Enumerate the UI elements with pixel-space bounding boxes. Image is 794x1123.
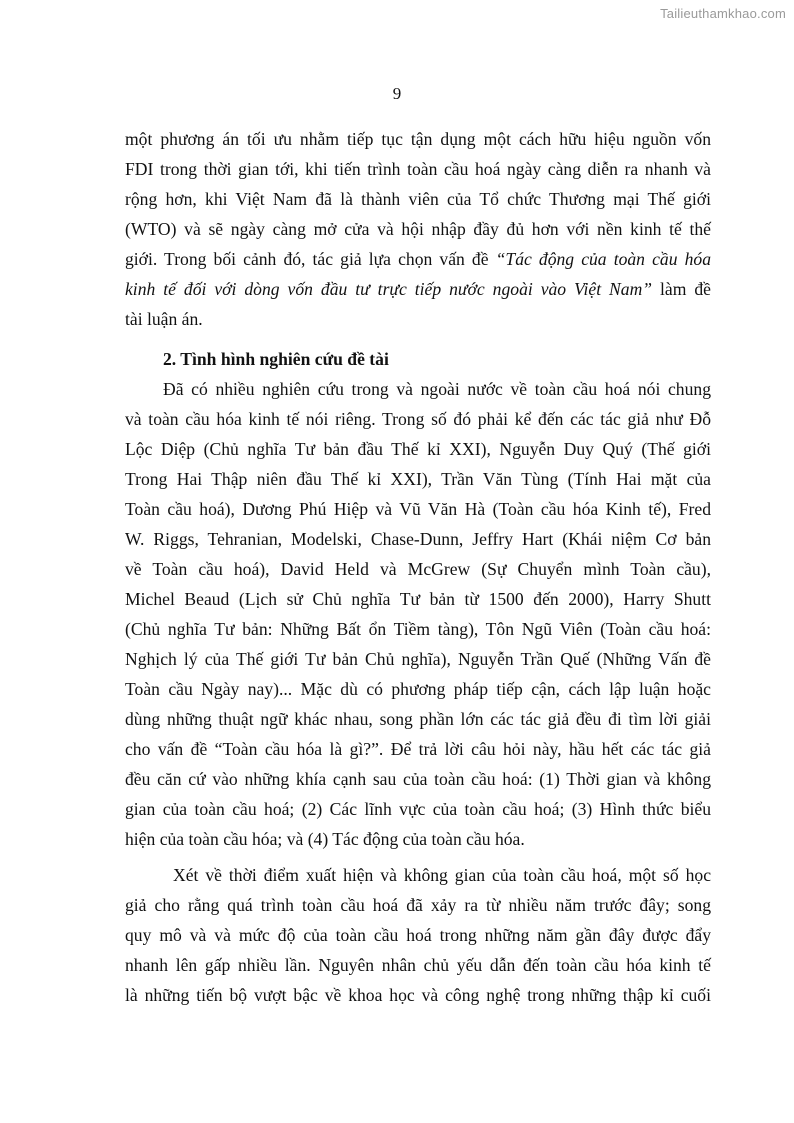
section-heading: 2. Tình hình nghiên cứu đề tài: [163, 349, 389, 369]
text-line: Michel Beaud (Lịch sử Chủ nghĩa Tư bản từ 1500 đến 2000), Harry Shutt: [125, 589, 711, 609]
text-line: Toàn cầu Ngày nay)... Mặc dù có phương pháp tiếp cận, cách lập luận hoặc: [125, 679, 711, 699]
document-body: [125, 124, 711, 1010]
text-line: FDI trong thời gian tới, khi tiến trình toàn cầu hoá ngày càng diễn ra nhanh và: [125, 159, 711, 179]
text-line: nhanh lên gấp nhiều lần. Nguyên nhân chủ yếu dẫn đến toàn cầu hóa kinh tế: [125, 955, 711, 975]
text-line: Đã có nhiều nghiên cứu trong và ngoài nước về toàn cầu hoá nói chung: [163, 379, 711, 399]
text-line: hiện của toàn cầu hóa; và (4) Tác động của toàn cầu hóa.: [125, 829, 525, 849]
text-line: [125, 244, 711, 274]
text-line: quy mô và và mức độ của toàn cầu hoá trong những năm gần đây được đẩy: [125, 925, 711, 945]
text-line: tài luận án.: [125, 309, 203, 329]
text-line: dùng những thuật ngữ khác nhau, song phần lớn các tác giả đều đi tìm lời giải: [125, 709, 711, 729]
page-number: 9: [392, 84, 402, 103]
text-line: Xét về thời điểm xuất hiện và không gian của toàn cầu hoá, một số học: [173, 865, 711, 885]
text-line: Toàn cầu hoá), Dương Phú Hiệp và Vũ Văn Hà (Toàn cầu hóa Kinh tế), Fred: [125, 499, 711, 519]
text-line: rộng hơn, khi Việt Nam đã là thành viên của Tổ chức Thương mại Thế giới: [125, 189, 711, 209]
text-line: và toàn cầu hóa kinh tế nói riêng. Trong số đó phải kể đến các tác giả như Đỗ: [125, 409, 711, 429]
text-line: giả cho rằng quá trình toàn cầu hoá đã xảy ra từ nhiều năm trước đây; song: [125, 895, 711, 915]
text-line: đều căn cứ vào những khía cạnh sau của toàn cầu hoá: (1) Thời gian và không: [125, 769, 711, 789]
watermark: Tailieuthamkhao.com: [660, 6, 786, 21]
paragraph-intro-continuation: [125, 124, 711, 334]
text-line: Nghịch lý của Thế giới Tư bản Chủ nghĩa), Nguyễn Trần Quế (Những Vấn đề: [125, 649, 711, 669]
thesis-title-italic: kinh tế đối với dòng vốn đầu tư trực tiếp nước ngoài vào Việt Nam”: [125, 279, 653, 299]
text-line: (Chủ nghĩa Tư bản: Những Bất ổn Tiềm tàng), Tôn Ngũ Viên (Toàn cầu hoá:: [125, 619, 711, 639]
text-line: về Toàn cầu hoá), David Held và McGrew (Sự Chuyển mình Toàn cầu),: [125, 559, 711, 579]
text-line: (WTO) và sẽ ngày càng mở cửa và hội nhập đầy đủ hơn với nền kinh tế thế: [125, 219, 711, 239]
text-line: Lộc Diệp (Chủ nghĩa Tư bản đầu Thế kỉ XXI), Nguyễn Duy Quý (Thế giới: [125, 439, 711, 459]
text-line: gian của toàn cầu hoá; (2) Các lĩnh vực của toàn cầu hoá; (3) Hình thức biểu: [125, 799, 711, 819]
text-line: Trong Hai Thập niên đầu Thế kỉ XXI), Trần Văn Tùng (Tính Hai mặt của: [125, 469, 711, 489]
text-line: cho vấn đề “Toàn cầu hóa là gì?”. Để trả lời câu hỏi này, hầu hết các tác giả: [125, 739, 711, 759]
paragraph-globalization-timing: [125, 860, 711, 1010]
text-line: một phương án tối ưu nhằm tiếp tục tận dụng một cách hữu hiệu nguồn vốn: [125, 129, 711, 149]
thesis-title-italic: “Tác động của toàn cầu hóa: [495, 249, 711, 269]
paragraph-literature-review: [125, 374, 711, 854]
text-run: làm đề: [652, 279, 711, 299]
text-line: là những tiến bộ vượt bậc về khoa học và công nghệ trong những thập kỉ cuối: [125, 985, 711, 1005]
text-run: giới. Trong bối cảnh đó, tác giả lựa chọn vấn đề: [125, 249, 496, 269]
text-line: [125, 274, 711, 304]
text-line: W. Riggs, Tehranian, Modelski, Chase-Dunn, Jeffry Hart (Khái niệm Cơ bản: [125, 529, 711, 549]
